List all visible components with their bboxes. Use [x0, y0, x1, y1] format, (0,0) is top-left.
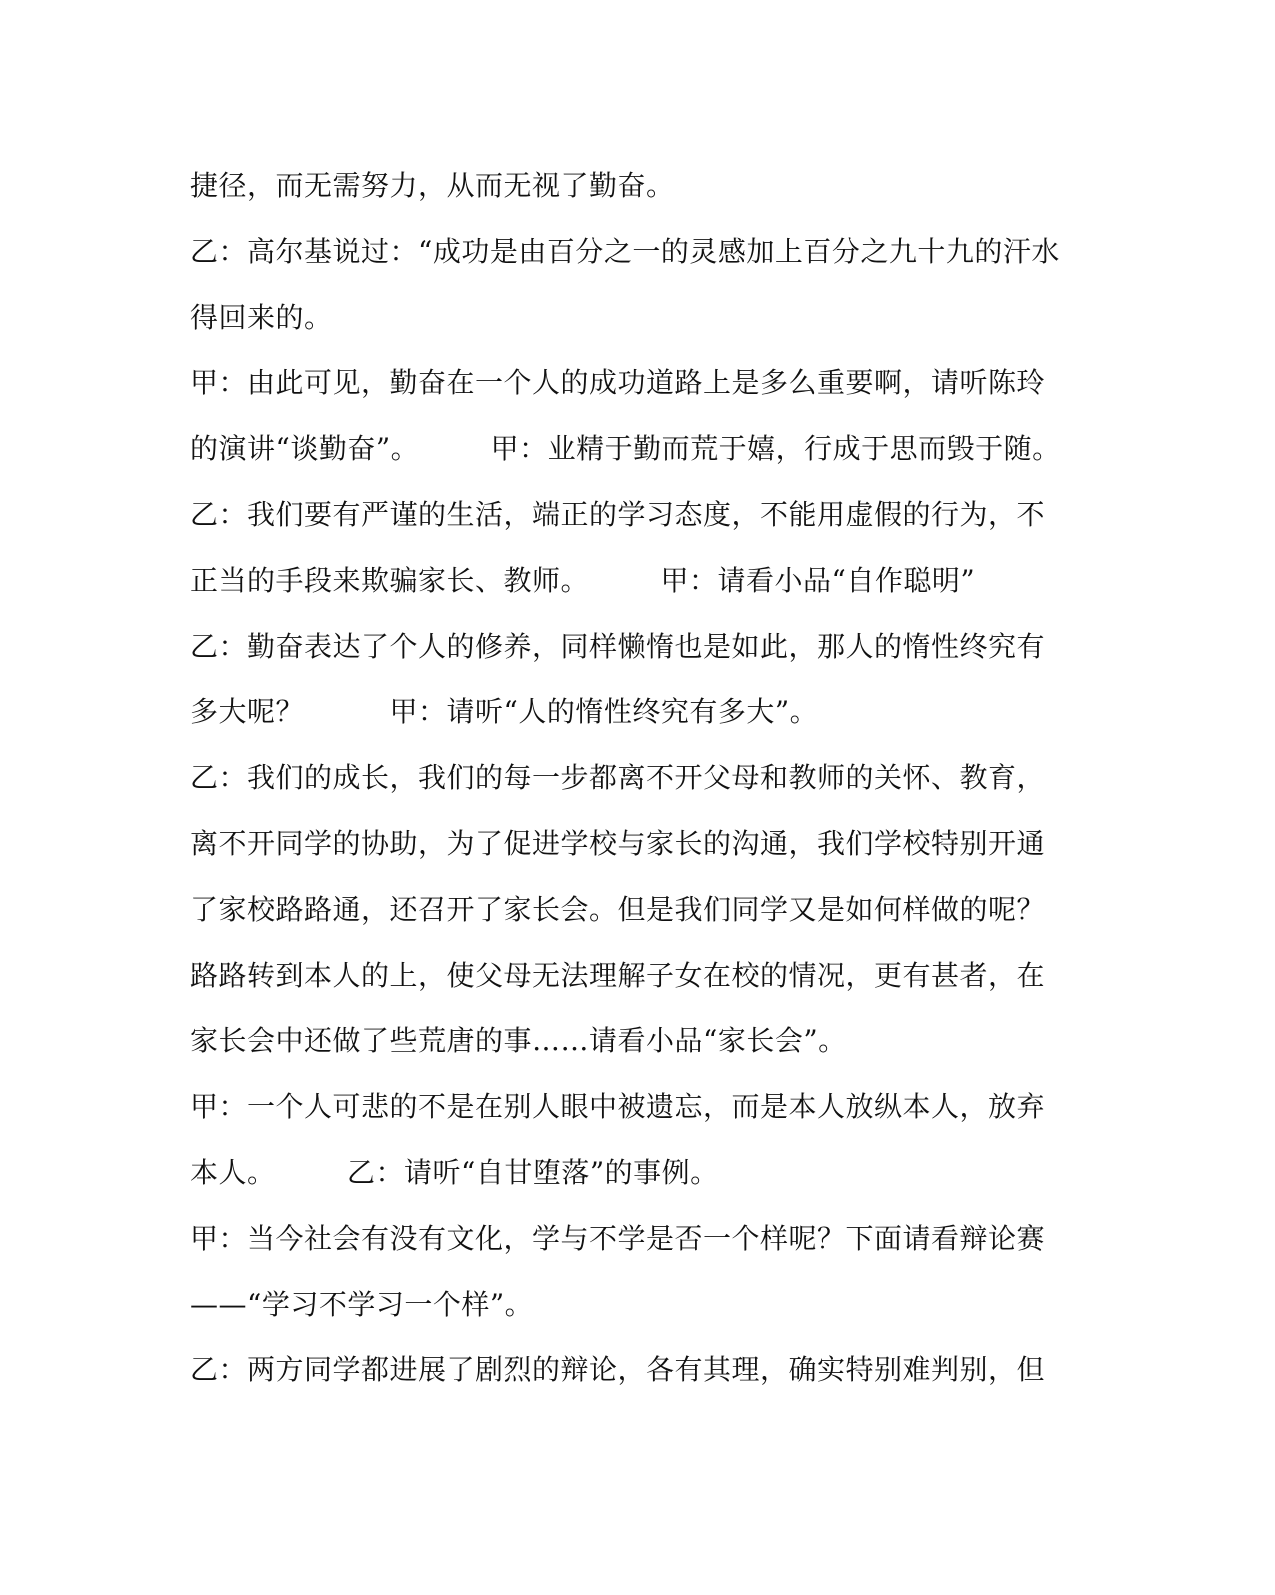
text-line: 乙：两方同学都进展了剧烈的辩论，各有其理，确实特别难判别，但 [190, 1353, 1046, 1387]
document-body [190, 153, 1070, 1403]
text-line: ——“学习不学习一个样”。 [190, 1287, 534, 1321]
text-line: 离不开同学的协助，为了促进学校与家长的沟通，我们学校特别开通 [190, 826, 1046, 860]
text-line: 多大呢？ 甲：请听“人的惰性终究有多大”。 [190, 695, 819, 729]
text-line: 甲：由此可见，勤奋在一个人的成功道路上是多么重要啊，请听陈玲 [190, 366, 1046, 400]
text-line: 乙：勤奋表达了个人的修养，同样懒惰也是如此，那人的惰性终究有 [190, 629, 1046, 663]
text-line: 乙：我们要有严谨的生活，端正的学习态度，不能用虚假的行为，不 [190, 497, 1046, 531]
text-line: 家长会中还做了些荒唐的事……请看小品“家长会”。 [190, 1024, 847, 1058]
text-line: 正当的手段来欺骗家长、教师。 甲：请看小品“自作聪明” [190, 563, 976, 597]
text-line: 路路转到本人的上，使父母无法理解子女在校的情况，更有甚者，在 [190, 958, 1046, 992]
text-line: 甲：一个人可悲的不是在别人眼中被遗忘，而是本人放纵本人，放弃 [190, 1090, 1046, 1124]
text-line: 了家校路路通，还召开了家长会。但是我们同学又是如何样做的呢？ [190, 892, 1046, 926]
text-line: 得回来的。 [190, 300, 333, 334]
text-line: 捷径，而无需努力，从而无视了勤奋。 [190, 169, 675, 202]
text-line: 乙：高尔基说过：“成功是由百分之一的灵感加上百分之九十九的汗水 [190, 234, 1060, 268]
text-line: 甲：当今社会有没有文化，学与不学是否一个样呢？下面请看辩论赛 [190, 1221, 1046, 1255]
text-line: 乙：我们的成长，我们的每一步都离不开父母和教师的关怀、教育， [190, 761, 1046, 795]
text-line: 的演讲“谈勤奋”。 甲：业精于勤而荒于嬉，行成于思而毁于随。 [190, 432, 1061, 466]
text-line: 本人。 乙：请听“自甘堕落”的事例。 [190, 1155, 719, 1189]
